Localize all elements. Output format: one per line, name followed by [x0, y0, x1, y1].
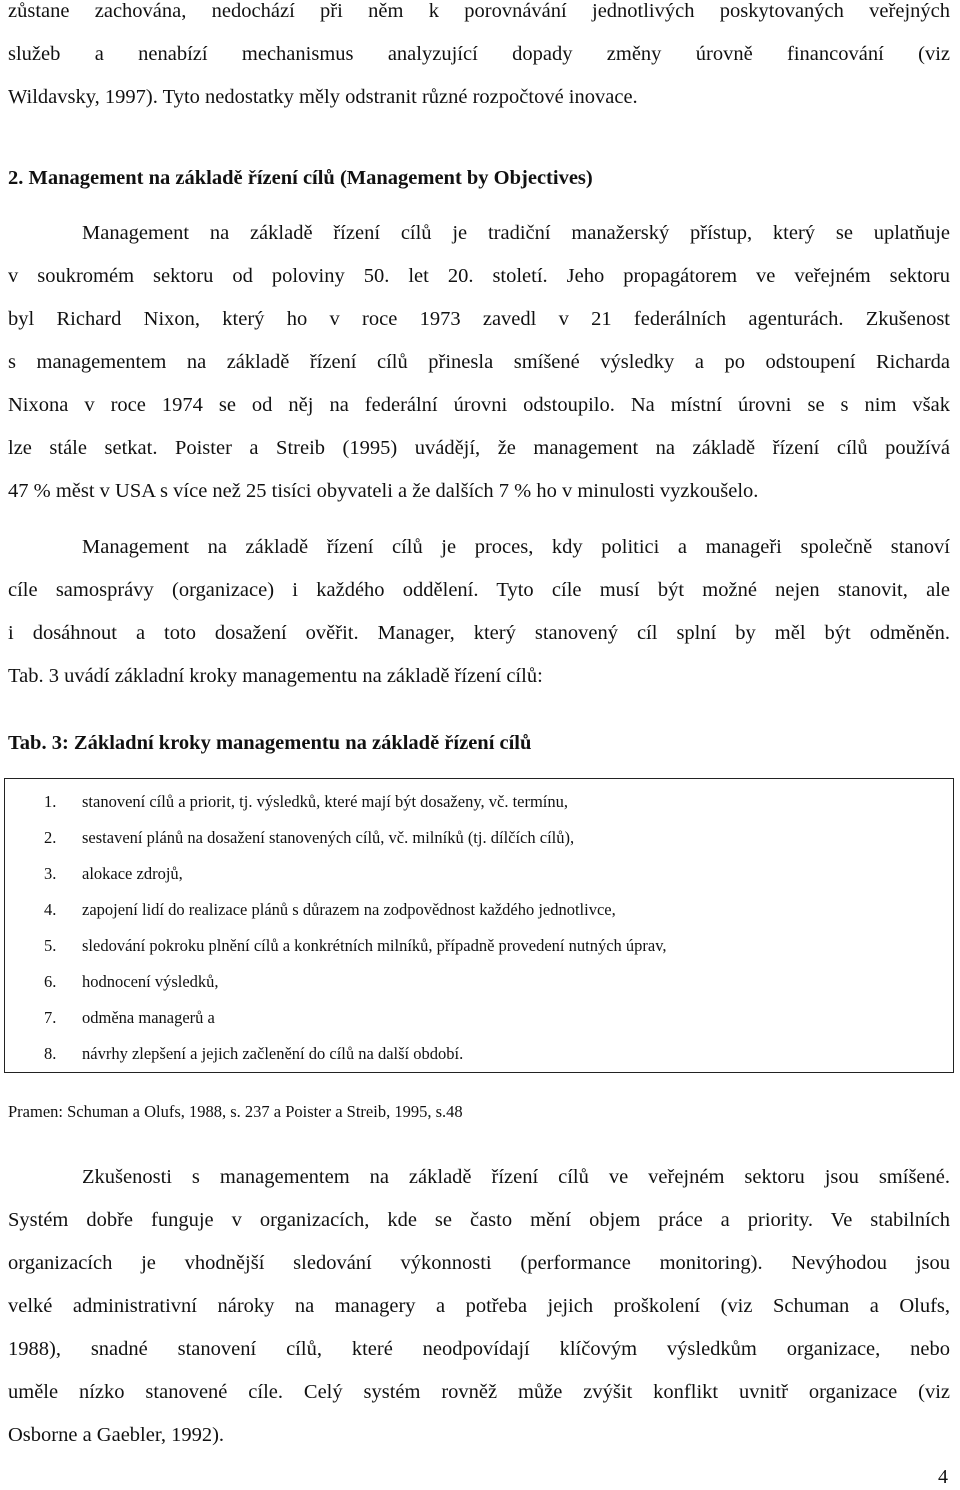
row-text: alokace zdrojů, [82, 864, 183, 883]
row-text: sledování pokroku plnění cílů a konkrétních milníků, případně provedení nutných úprav, [82, 936, 667, 955]
text-line: s managementem na základě řízení cílů přinesla smíšené výsledky a po odstoupení Richarda [8, 351, 950, 373]
steps-table [4, 778, 954, 1073]
text-line: Osborne a Gaebler, 1992). [8, 1424, 225, 1446]
table-row [44, 792, 568, 812]
table-row [44, 864, 183, 884]
row-number: 7. [44, 1008, 57, 1027]
text-line: cíle samosprávy (organizace) i každého oddělení. Tyto cíle musí být možné nejen stanovit, ale [8, 579, 950, 601]
page-number: 4 [938, 1466, 948, 1488]
row-number: 6. [44, 972, 57, 991]
text-line: Management na základě řízení cílů je proces, kdy politici a manageři společně stanoví [82, 536, 950, 558]
text-line: Wildavsky, 1997). Tyto nedostatky měly odstranit různé rozpočtové inovace. [8, 86, 638, 108]
table-row [44, 1008, 215, 1028]
text-line: zůstane zachována, nedochází při něm k porovnávání jednotlivých poskytovaných veřejných [8, 0, 950, 22]
text-line: Zkušenosti s managementem na základě řízení cílů ve veřejném sektoru jsou smíšené. [82, 1166, 950, 1188]
row-text: stanovení cílů a priorit, tj. výsledků, které mají být dosaženy, vč. termínu, [82, 792, 569, 811]
table-row [44, 936, 667, 956]
text-line: 47 % měst v USA s více než 25 tisíci obyvateli a že dalších 7 % ho v minulosti vyzkoušelo. [8, 480, 759, 502]
table-row [44, 828, 574, 848]
text-line: byl Richard Nixon, který ho v roce 1973 zavedl v 21 federálních agenturách. Zkušenost [8, 308, 950, 330]
row-text: sestavení plánů na dosažení stanovených cílů, vč. milníků (tj. dílčích cílů), [82, 828, 575, 847]
table-row [44, 972, 219, 992]
table-row [44, 900, 616, 920]
text-line: Management na základě řízení cílů je tradiční manažerský přístup, který se uplatňuje [82, 222, 950, 244]
table-caption: Tab. 3: Základní kroky managementu na základě řízení cílů [8, 732, 532, 754]
row-text: hodnocení výsledků, [82, 972, 219, 991]
text-line: služeb a nenabízí mechanismus analyzující dopady změny úrovně financování (viz [8, 43, 950, 65]
text-line: i dosáhnout a toto dosažení ověřit. Manager, který stanovený cíl splní by měl být odměněn. [8, 622, 950, 644]
text-line: lze stále setkat. Poister a Streib (1995) uvádějí, že management na základě řízení cílů používá [8, 437, 950, 459]
text-line: Tab. 3 uvádí základní kroky managementu na základě řízení cílů: [8, 665, 543, 687]
text-line: uměle nízko stanovené cíle. Celý systém rovněž může zvýšit konflikt uvnitř organizace (viz [8, 1381, 950, 1403]
row-text: zapojení lidí do realizace plánů s důrazem na zodpovědnost každého jednotlivce, [82, 900, 616, 919]
row-number: 3. [44, 864, 57, 883]
row-number: 1. [44, 792, 57, 811]
row-number: 5. [44, 936, 57, 955]
text-line: velké administrativní nároky na managery a potřeba jejich proškolení (viz Schuman a Olufs, [8, 1295, 950, 1317]
row-number: 8. [44, 1044, 57, 1063]
row-text: návrhy zlepšení a jejich začlenění do cílů na další období. [82, 1044, 464, 1063]
text-line: Nixona v roce 1974 se od něj na federální úrovni odstoupilo. Na místní úrovni se s nim však [8, 394, 950, 416]
section-heading: 2. Management na základě řízení cílů (Management by Objectives) [8, 167, 593, 189]
text-line: 1988), snadné stanovení cílů, které neodpovídají klíčovým výsledkům organizace, nebo [8, 1338, 950, 1360]
text-line: v soukromém sektoru od poloviny 50. let 20. století. Jeho propagátorem ve veřejném sektoru [8, 265, 950, 287]
row-text: odměna managerů a [82, 1008, 215, 1027]
text-line: Systém dobře funguje v organizacích, kde se často mění objem práce a priority. Ve stabilních [8, 1209, 950, 1231]
row-number: 4. [44, 900, 57, 919]
table-row [44, 1044, 463, 1064]
table-source-note: Pramen: Schuman a Olufs, 1988, s. 237 a Poister a Streib, 1995, s.48 [8, 1102, 463, 1121]
row-number: 2. [44, 828, 57, 847]
text-line: organizacích je vhodnější sledování výkonnosti (performance monitoring). Nevýhodou jsou [8, 1252, 950, 1274]
